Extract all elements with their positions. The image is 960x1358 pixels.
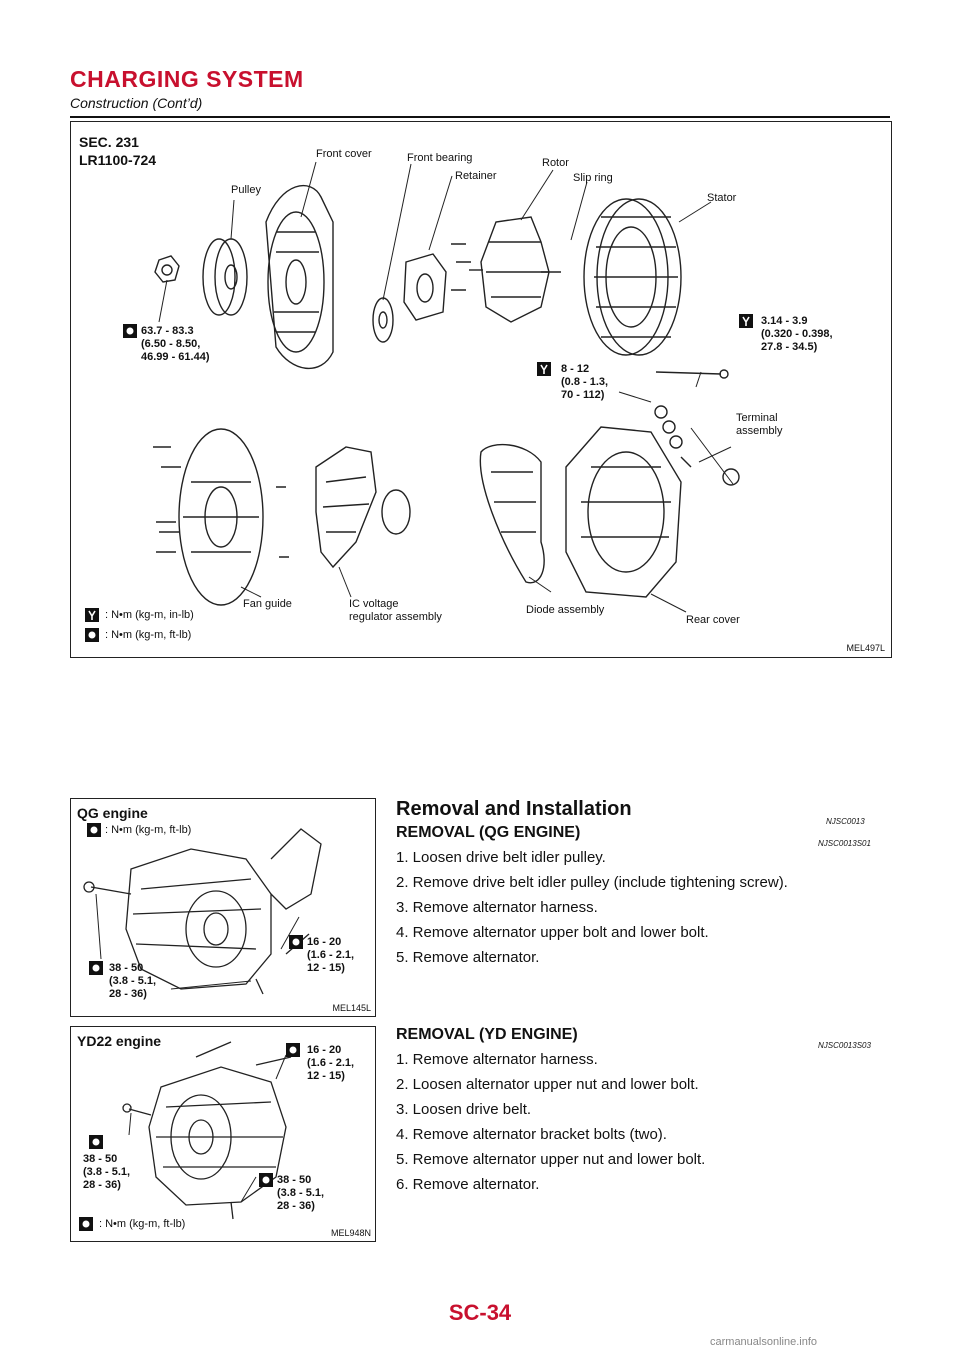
yd-removal-title: REMOVAL (YD ENGINE) [396,1026,578,1043]
qg-torque-upper: 16 - 20 (1.6 - 2.1, 12 - 15) [307,936,355,974]
qg-engine-figure [70,798,376,1017]
qg-step-2: 2. Remove drive belt idler pulley (include tightening screw). [396,874,788,891]
exploded-alternator-drawing [71,122,891,657]
exploded-alternator-figure [70,121,892,658]
page-number: SC-34 [448,1300,512,1325]
yd22-engine-figure [70,1026,376,1242]
label-front-bearing: Front bearing [407,152,473,164]
torque-icon [259,1173,273,1187]
label-diode-assembly: Diode assembly [526,604,605,616]
page-header-subtitle: Construction (Cont’d) [70,95,203,111]
yd-step-5: 5. Remove alternator upper nut and lower bolt. [396,1151,706,1168]
torque-icon [89,1135,103,1149]
section-title: Removal and Installation [396,798,632,820]
qg-torque-lower: 38 - 50 (3.8 - 5.1, 28 - 36) [109,962,157,1000]
qg-step-1: 1. Loosen drive belt idler pulley. [396,849,606,866]
legend-ft-lb-icon [85,628,99,642]
legend-in-lb: : N•m (kg-m, in-lb) [105,609,194,621]
label-ic-regulator: IC voltage regulator assembly [349,598,442,623]
torque-icon [286,1043,300,1057]
yd22-torque-left: 38 - 50 (3.8 - 5.1, 28 - 36) [83,1153,131,1191]
label-slip-ring: Slip ring [573,172,613,184]
qg-step-5: 5. Remove alternator. [396,949,540,966]
qg-removal-title: REMOVAL (QG ENGINE) [396,824,581,841]
torque-through-bolt: 3.14 - 3.9 (0.320 - 0.398, 27.8 - 34.5) [761,315,833,353]
yd22-torque-bottom: 38 - 50 (3.8 - 5.1, 28 - 36) [277,1174,325,1212]
yd22-legend-icon [79,1217,93,1231]
legend-ft-lb: : N•m (kg-m, ft-lb) [105,629,192,641]
torque-icon [89,961,103,975]
yd-step-3: 3. Loosen drive belt. [396,1101,532,1118]
label-stator: Stator [707,192,737,204]
torque-retainer-screw: 8 - 12 (0.8 - 1.3, 70 - 112) [561,363,609,401]
header-divider [70,116,890,118]
torque-in-lb-icon [739,314,753,328]
yd-step-6: 6. Remove alternator. [396,1176,540,1193]
yd22-torque-upper: 16 - 20 (1.6 - 2.1, 12 - 15) [307,1044,355,1082]
label-front-cover: Front cover [316,148,372,160]
section-code: NJSC0013 [826,817,865,826]
qg-step-3: 3. Remove alternator harness. [396,899,598,916]
fig1-model-label: LR1100-724 [79,152,157,168]
qg-legend-icon [87,823,101,837]
fig3-id: MEL948N [330,1228,371,1238]
yd-step-4: 4. Remove alternator bracket bolts (two). [396,1126,667,1143]
fig1-id: MEL497L [846,643,885,653]
page-header-title: CHARGING SYSTEM [70,66,304,92]
yd-removal-code: NJSC0013S03 [818,1041,871,1050]
legend-in-lb-icon [85,608,99,622]
yd22-engine-title: YD22 engine [77,1033,162,1049]
label-fan-guide: Fan guide [243,598,292,610]
label-terminal-assembly: Terminal assembly [736,412,783,437]
label-pulley: Pulley [231,184,261,196]
label-rotor: Rotor [542,157,569,169]
qg-step-4: 4. Remove alternator upper bolt and lower bolt. [396,924,709,941]
torque-pulley-nut: 63.7 - 83.3 (6.50 - 8.50, 46.99 - 61.44) [141,325,210,363]
label-retainer: Retainer [455,170,497,182]
yd22-legend: : N•m (kg-m, ft-lb) [99,1218,186,1230]
torque-in-lb-icon [537,362,551,376]
qg-removal-code: NJSC0013S01 [818,839,871,848]
watermark: carmanualsonline.info [710,1336,818,1348]
qg-legend: : N•m (kg-m, ft-lb) [105,824,192,836]
yd-step-2: 2. Loosen alternator upper nut and lower bolt. [396,1076,699,1093]
qg-engine-title: QG engine [77,805,148,821]
torque-ft-lb-icon [123,324,137,338]
yd-step-1: 1. Remove alternator harness. [396,1051,598,1068]
fig2-id: MEL145L [332,1003,371,1013]
fig1-sec-label: SEC. 231 [79,134,139,150]
label-rear-cover: Rear cover [686,614,740,626]
torque-icon [289,935,303,949]
